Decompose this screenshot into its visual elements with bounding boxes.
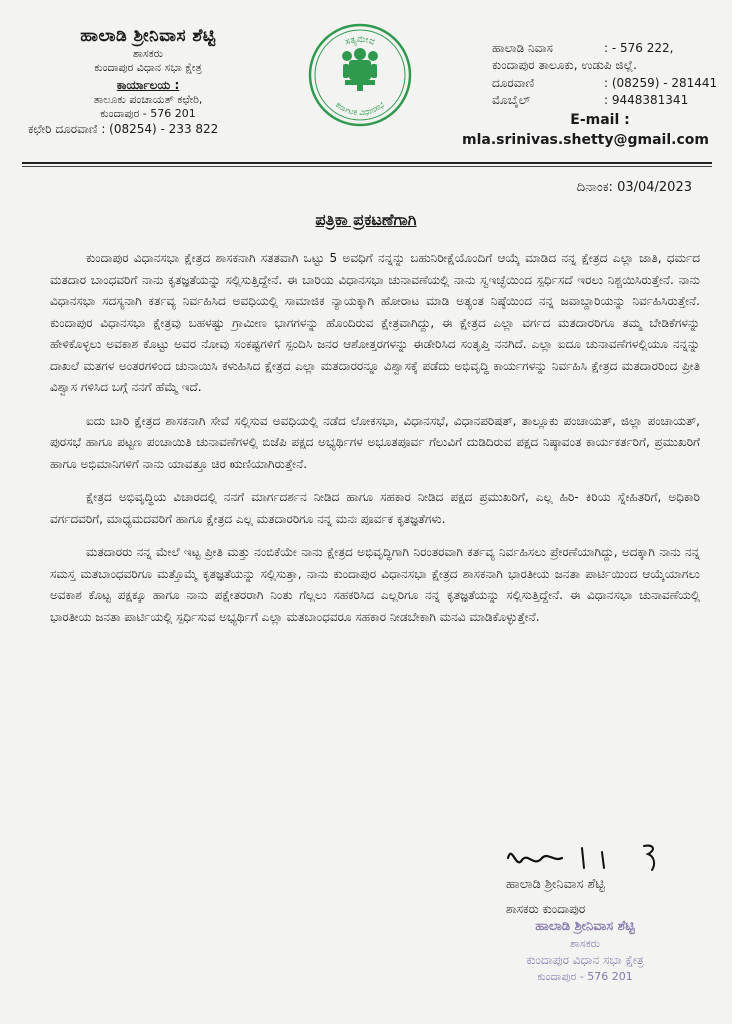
- stamp-constituency: ಕುಂದಾಪುರ ವಿಧಾನ ಸಭಾ ಕ್ಷೇತ್ರ: [526, 953, 644, 968]
- official-stamp: [480, 918, 690, 985]
- email-address: mla.srinivas.shetty@gmail.com: [462, 131, 709, 148]
- signatory-designation: ಶಾಸಕರು ಕುಂದಾಪುರ: [506, 902, 586, 916]
- header-divider-thin: [22, 166, 712, 167]
- letterhead-right: [462, 40, 718, 150]
- signatory-name: ಹಾಲಾಡಿ ಶ್ರೀನಿವಾಸ ಶೆಟ್ಟಿ: [506, 877, 605, 892]
- residence-address: ಕುಂದಾಪುರ ತಾಲೂಕು, ಉಡುಪಿ ಜಿಲ್ಲೆ.: [492, 58, 637, 73]
- emblem-top-text: ಸತ್ಯಮೇವ: [343, 34, 376, 48]
- document-title: ಪತ್ರಿಕಾ ಪ್ರಕಟಣೆಗಾಗಿ: [315, 210, 417, 229]
- phone-label: ದೂರವಾಣಿ: [492, 75, 535, 90]
- office-address-line-1: ತಾಲೂಕು ಪಂಚಾಯತ್ ಕಛೇರಿ,: [93, 92, 203, 106]
- svg-text:ಸತ್ಯಮೇವ: [344, 35, 376, 48]
- paragraph: ಮತದಾರರು ನನ್ನ ಮೇಲೆ ಇಟ್ಟ ಪ್ರೀತಿ ಮತ್ತು ನಂಬಿಕೆಯೇ ನಾನು ಕ್ಷೇತ್ರದ ಅಭಿವೃದ್ಧಿಗಾಗಿ ನಿರಂತರವಾಗಿ ಕರ್ತವ್ಯ ನಿರ್ವಹಿಸಲು ಪ್ರೇರಣೆಯಾಗಿದ್ದು, ಅದಕ್ಕಾಗಿ ನಾನು ನನ್ನ ಸಮಸ್ತ ಮತಬಾಂಧವರಿಗೂ ಮತ್ತೊಮ್ಮೆ ಕೃತಜ್ಞತೆಯನ್ನು ಸಲ್ಲಿಸುತ್ತಾ, ನಾನು ಕುಂದಾಪುರ ವಿಧಾನಸಭಾ ಕ್ಷೇತ್ರದ ಶಾಸಕನಾಗಿ ಭಾರತೀಯ ಜನತಾ ಪಾರ್ಟಿಯಿಂದ ಆಯ್ಕೆಯಾಗಲು ಅವಕಾಶ ಕೊಟ್ಟ ಪಕ್ಷಕ್ಕೂ ಹಾಗೂ ನಾನು ಪಕ್ಷೇತರರಾಗಿ ನಿಂತು ಗೆಲ್ಲಲು ಸಹಕರಿಸಿದ ಎಲ್ಲರಿಗೂ ನನ್ನ ಕೃತಜ್ಞತೆಯನ್ನು ಸಲ್ಲಿಸುತ್ತಿದ್ದೇನೆ. ಈ ವಿಧಾನಸಭಾ ಚುನಾವಣೆಯಲ್ಲಿ ಭಾರತೀಯ ಜನತಾ ಪಾರ್ಟಿಯಲ್ಲಿ ಸ್ಪರ್ಧಿಸುವ ಅಭ್ಯರ್ಥಿಗೆ ಎಲ್ಲಾ ಮತಬಾಂಧವರೂ ಸಹಕಾರ ನೀಡಬೇಕಾಗಿ ಮನವಿ ಮಾಡಿಕೊಳ್ಳುತ್ತೇನೆ.: [50, 545, 700, 624]
- residence-value: : - 576 222,: [604, 41, 674, 55]
- mobile-label: ಮೊಬೈಲ್: [492, 93, 531, 108]
- office-phone: ಕಛೇರಿ ದೂರವಾಣಿ : (08254) - 233 822: [28, 122, 219, 137]
- release-date: ದಿನಾಂಕ: 03/04/2023: [576, 180, 692, 195]
- phone-value: : (08259) - 281441: [604, 75, 718, 90]
- mobile-row: [492, 92, 708, 109]
- mobile-value: : 9448381341: [604, 93, 689, 108]
- letter-body: [50, 248, 700, 640]
- office-address-line-2: ಕುಂದಾಪುರ - 576 201: [100, 106, 196, 120]
- handwritten-signature: [504, 838, 664, 874]
- mla-designation: ಶಾಸಕರು: [132, 47, 164, 61]
- residence-row: [492, 40, 708, 57]
- office-label: ಕಾರ್ಯಾಲಯ :: [116, 77, 180, 92]
- svg-text:ಕರ್ನಾಟಕ ವಿಧಾನಸಭೆ: [334, 100, 387, 117]
- phone-row: [492, 75, 718, 92]
- stamp-designation: ಶಾಸಕರು: [569, 937, 601, 951]
- email-label: E-mail :: [570, 111, 630, 128]
- paragraph: ಕ್ಷೇತ್ರದ ಅಭಿವೃದ್ಧಿಯ ವಿಚಾರದಲ್ಲಿ ನನಗೆ ಮಾರ್ಗದರ್ಶನ ನೀಡಿದ ಹಾಗೂ ಸಹಕಾರ ನೀಡಿದ ಪಕ್ಷದ ಪ್ರಮುಖರಿಗೆ, ಎಲ್ಲ ಹಿರಿ- ಕಿರಿಯ ಸ್ನೇಹಿತರಿಗೆ, ಅಧಿಕಾರಿ ವರ್ಗದವರಿಗೆ, ಮಾಧ್ಯಮದವರಿಗೆ ಹಾಗೂ ಕ್ಷೇತ್ರದ ಎಲ್ಲ ಮತದಾರರಿಗೂ ನನ್ನ ಮನಃ ಪೂರ್ವಕ ಕೃತಜ್ಞತೆಗಳು.: [50, 490, 700, 526]
- mla-name: ಹಾಲಾಡಿ ಶ್ರೀನಿವಾಸ ಶೆಟ್ಟಿ: [80, 26, 216, 46]
- stamp-name: ಹಾಲಾಡಿ ಶ್ರೀನಿವಾಸ ಶೆಟ್ಟಿ: [535, 919, 635, 934]
- constituency: ಕುಂದಾಪುರ ವಿಧಾನ ಸಭಾ ಕ್ಷೇತ್ರ: [94, 61, 202, 74]
- assembly-emblem: [307, 22, 413, 128]
- header-divider: [22, 162, 712, 164]
- paragraph: ಕುಂದಾಪುರ ವಿಧಾನಸಭಾ ಕ್ಷೇತ್ರದ ಶಾಸಕನಾಗಿ ಸತತವಾಗಿ ಒಟ್ಟು 5 ಅವಧಿಗೆ ನನ್ನನ್ನು ಬಹುನಿರೀಕ್ಷೆಯೊಂದಿಗೆ ಆಯ್ಕೆ ಮಾಡಿದ ನನ್ನ ಕ್ಷೇತ್ರದ ಎಲ್ಲಾ ಜಾತಿ, ಧರ್ಮದ ಮತದಾರ ಬಾಂಧವರಿಗೆ ನಾನು ಕೃತಜ್ಞತೆಯನ್ನು ಸಲ್ಲಿಸುತ್ತಿದ್ದೇನೆ. ಈ ಬಾರಿಯ ವಿಧಾನಸಭಾ ಚುನಾವಣೆಯಲ್ಲಿ ನಾನು ಸ್ವಇಚ್ಛೆಯಿಂದ ಸ್ಪರ್ಧಿಸದೆ ಇರಲು ನಿಶ್ಚಯಿಸಿರುತ್ತೇನೆ. ನಾನು ವಿಧಾನಸಭಾ ಸದಸ್ಯನಾಗಿ ಕರ್ತವ್ಯ ನಿರ್ವಹಿಸಿದ ಅವಧಿಯಲ್ಲಿ ಸಾಮಾಜಿಕ ನ್ಯಾಯಕ್ಕಾಗಿ ಹೋರಾಟ ಮಾಡಿ ಅತ್ಯಂತ ನಿಷ್ಠೆಯಿಂದ ನನ್ನ ಜವಾಬ್ದಾರಿಯನ್ನು ನಿರ್ವಹಿಸಿರುತ್ತೇನೆ. ಕುಂದಾಪುರ ವಿಧಾನಸಭಾ ಕ್ಷೇತ್ರವು ಬಹಳಷ್ಟು ಗ್ರಾಮೀಣ ಭಾಗಗಳನ್ನು ಹೊಂದಿರುವ ಕ್ಷೇತ್ರವಾಗಿದ್ದು, ಈ ಕ್ಷೇತ್ರದ ಎಲ್ಲಾ ವರ್ಗದ ಮತದಾರರಿಗೂ ತಮ್ಮ ಬೇಡಿಕೆಗಳನ್ನು ಹೇಳಿಕೊಳ್ಳಲು ಅವಕಾಶ ಕೊಟ್ಟು ಅವರ ನೋವು ಸಂಕಷ್ಟಗಳಿಗೆ ಸ್ಪಂದಿಸಿ ಜನರ ಆಶೋತ್ತರಗಳನ್ನು ಈಡೇರಿಸಿದ ಸಂತೃಪ್ತಿ ನನಗಿದೆ. ಎಲ್ಲಾ ಐದೂ ಚುನಾವಣೆಗಳಲ್ಲಿಯೂ ನನ್ನನ್ನು ದಾಖಲೆ ಮತಗಳ ಅಂತರಗಳಿಂದ ಚುನಾಯಿಸಿ ಕಳುಹಿಸಿದ ಕ್ಷೇತ್ರದ ಎಲ್ಲಾ ಮತದಾರರನ್ನೂ ವಿಶ್ವಾಸಕ್ಕೆ ಪಡೆದು ಅಭಿವೃದ್ಧಿ ಕಾರ್ಯಗಳನ್ನು ನಿರ್ವಹಿಸಿ ಕ್ಷೇತ್ರದ ಮತದಾರರಿಂದ ಪ್ರೀತಿ ವಿಶ್ವಾಸ ಗಳಿಸಿದ ಬಗ್ಗೆ ನನಗೆ ಹೆಮ್ಮೆ ಇದೆ.: [50, 251, 700, 394]
- stamp-address: ಕುಂದಾಪುರ - 576 201: [537, 970, 633, 984]
- residence-label: ಹಾಲಾಡಿ ನಿವಾಸ: [492, 41, 553, 55]
- letterhead-left: [28, 26, 268, 137]
- emblem-bottom-text: ಕರ್ನಾಟಕ ವಿಧಾನಸಭೆ: [333, 100, 387, 118]
- paragraph: ಐದು ಬಾರಿ ಕ್ಷೇತ್ರದ ಶಾಸಕನಾಗಿ ಸೇವೆ ಸಲ್ಲಿಸುವ ಅವಧಿಯಲ್ಲಿ ನಡೆದ ಲೋಕಸಭಾ, ವಿಧಾನಸಭೆ, ವಿಧಾನಪರಿಷತ್, ತಾಲ್ಲೂಕು ಪಂಚಾಯತ್, ಜಿಲ್ಲಾ ಪಂಚಾಯತ್, ಪುರಸಭೆ ಹಾಗೂ ಪಟ್ಟಣ ಪಂಚಾಯಿತಿ ಚುನಾವಣೆಗಳಲ್ಲಿ ಬಿಜೆಪಿ ಪಕ್ಷದ ಅಭ್ಯರ್ಥಿಗಳ ಅಭೂತಪೂರ್ವ ಗೆಲುವಿಗೆ ದುಡಿದಿರುವ ಪಕ್ಷದ ನಿಷ್ಠಾವಂತ ಕಾರ್ಯಕರ್ತರಿಗೆ, ಪ್ರಮುಖರಿಗೆ ಹಾಗೂ ಅಭಿಮಾನಿಗಳಿಗೆ ನಾನು ಯಾವತ್ತೂ ಚಿರ ಋಣಿಯಾಗಿರುತ್ತೇನೆ.: [50, 413, 700, 471]
